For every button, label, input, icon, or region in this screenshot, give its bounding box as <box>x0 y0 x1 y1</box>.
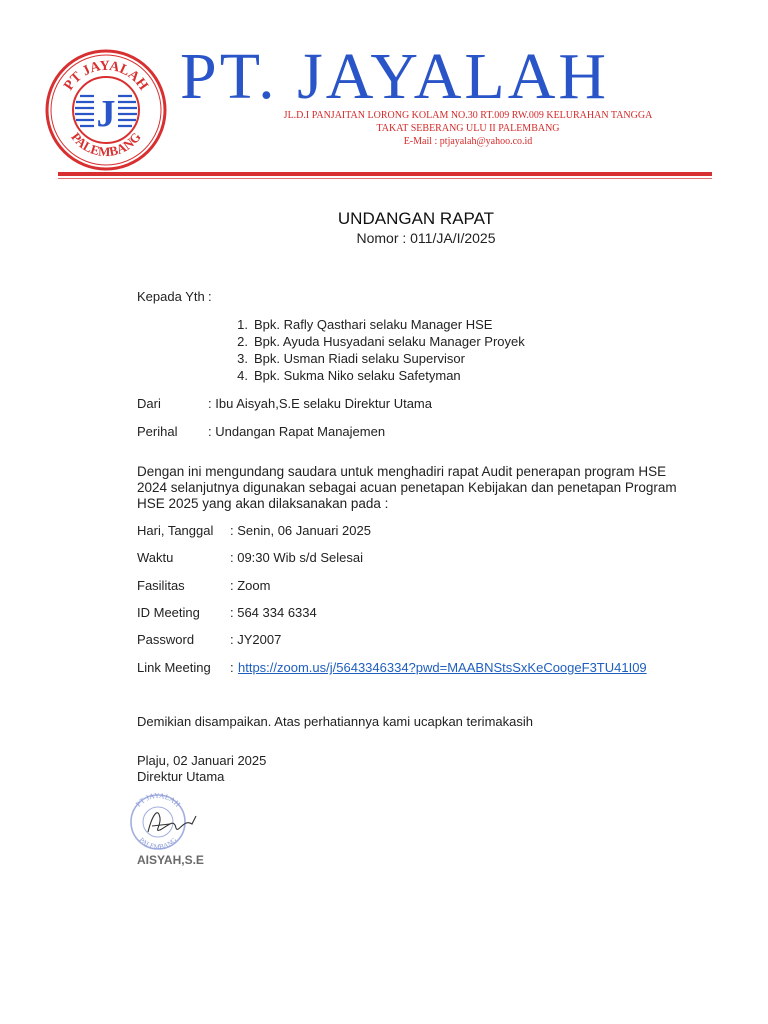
invitation-paragraph: Dengan ini mengundang saudara untuk menghadiri rapat Audit penerapan program HSE 2024 selanjutnya digunakan sebagai acuan penetapan Kebijakan dan penetapan Program HSE 2025 yang akan dilaksanakan pada : <box>137 464 677 511</box>
place-date: Plaju, 02 Januari 2025 <box>137 753 267 768</box>
recipient-number: 1. <box>237 317 248 332</box>
closing-sentence: Demikian disampaikan. Atas perhatiannya kami ucapkan terimakasih <box>137 714 533 729</box>
company-stamp-signature <box>126 788 200 852</box>
recipient-number: 3. <box>237 351 248 366</box>
detail-link-colon: : <box>230 660 234 675</box>
detail-value-password: : JY2007 <box>230 632 282 647</box>
company-address-line1: JL.D.I PANJAITAN LORONG KOLAM NO.30 RT.009 RW.009 KELURAHAN TANGGA <box>283 110 653 121</box>
svg-text:PT JAYALAH: PT JAYALAH <box>61 58 151 94</box>
recipient-item: Bpk. Ayuda Husyadani selaku Manager Proyek <box>254 334 525 349</box>
company-address-line2: TAKAT SEBERANG ULU II PALEMBANG <box>376 123 560 134</box>
recipient-item: Bpk. Sukma Niko selaku Safetyman <box>254 368 461 383</box>
detail-label-link: Link Meeting <box>137 660 211 675</box>
detail-label-meeting-id: ID Meeting <box>137 605 200 620</box>
recipient-item: Bpk. Usman Riadi selaku Supervisor <box>254 351 465 366</box>
signer-position: Direktur Utama <box>137 769 225 784</box>
company-email: E-Mail : ptjayalah@yahoo.co.id <box>403 136 533 147</box>
document-title: UNDANGAN RAPAT <box>337 209 495 228</box>
from-value: : Ibu Aisyah,S.E selaku Direktur Utama <box>208 396 432 411</box>
signer-name: AISYAH,S.E <box>137 853 204 867</box>
detail-label-date: Hari, Tanggal <box>137 523 214 538</box>
svg-text:PT JAYALAH: PT JAYALAH <box>133 790 183 809</box>
recipients-label: Kepada Yth <box>137 289 205 304</box>
subject-label: Perihal <box>137 424 178 439</box>
detail-label-time: Waktu <box>137 550 174 565</box>
detail-label-password: Password <box>137 632 195 647</box>
document-number: Nomor : 011/JA/I/2025 <box>356 230 496 246</box>
subject-value: : Undangan Rapat Manajemen <box>208 424 386 439</box>
recipient-number: 4. <box>237 368 248 383</box>
from-label: Dari <box>137 396 161 411</box>
svg-text:J: J <box>96 93 116 135</box>
svg-text:PALEMBANG: PALEMBANG <box>68 129 144 160</box>
svg-text:PALEMBANG: PALEMBANG <box>137 835 179 852</box>
zoom-meeting-link[interactable]: https://zoom.us/j/5643346334?pwd=MAABNStsSxKeCoogeF3TU41I09 <box>238 660 647 675</box>
company-name: PT. JAYALAH <box>180 40 610 113</box>
recipient-number: 2. <box>237 334 248 349</box>
recipient-item: Bpk. Rafly Qasthari selaku Manager HSE <box>254 317 493 332</box>
letterhead-divider <box>58 172 712 176</box>
letterhead-divider-thin <box>58 178 712 179</box>
detail-value-date: : Senin, 06 Januari 2025 <box>230 523 371 538</box>
recipients-colon: : <box>208 289 212 304</box>
detail-value-meeting-id: : 564 334 6334 <box>230 605 317 620</box>
detail-value-facility: : Zoom <box>230 578 271 593</box>
detail-value-time: : 09:30 Wib s/d Selesai <box>230 550 363 565</box>
company-logo <box>44 48 168 172</box>
detail-label-facility: Fasilitas <box>137 578 185 593</box>
